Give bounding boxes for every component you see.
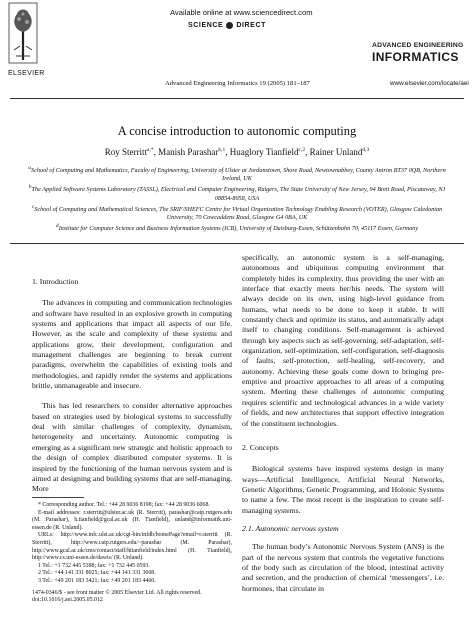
footnote-tel-3: 3 Tel.: +49 201 183 3421; fax: +49 201 183 4460. <box>38 577 156 584</box>
author-sup: d,3 <box>362 147 370 153</box>
affiliation-sup: b <box>28 184 32 191</box>
affiliation-text: The Applied Software Systems Laboratory (TASSL), Electrical and Computer Engineering, Rutgers, The State University of New Jersey, 94 Brett Road, Piscataway, NJ 08854-8058, USA <box>31 186 446 202</box>
page-header <box>0 0 474 100</box>
affiliation <box>22 222 452 233</box>
journal-logo-line1: ADVANCED ENGINEERING <box>372 42 464 49</box>
affiliation <box>22 203 452 222</box>
sd-logo-right: DIRECT <box>236 22 266 29</box>
sciencedirect-logo <box>188 22 266 29</box>
doi-line: doi:10.1016/j.aei.2005.05.012 <box>32 597 103 604</box>
concepts-paragraph-1: Biological systems have inspired systems design in many ways—Artificial Intelligence, Artificial Neural Networks, Genetic Algorithms, Genetic Programming, and Holonic Systems to name a few. The most recent is the inspiration to create self-managing systems. <box>242 464 444 515</box>
author-name: Roy Sterritt <box>104 147 148 157</box>
author-sup: c,2 <box>298 147 306 153</box>
journal-logo-line2: INFORMATICS <box>372 50 459 64</box>
affiliation-sup: d <box>55 223 59 230</box>
footnote-tel-1: 1 Tel.: +1 732 445 5388; fax: +1 732 445 0593. <box>38 562 150 569</box>
journal-logo <box>372 42 464 64</box>
affiliation-sup: c <box>31 203 35 210</box>
affiliation <box>22 183 452 202</box>
footnote-rule <box>32 497 84 498</box>
title-block-rule <box>10 243 464 244</box>
affiliation <box>22 164 452 183</box>
footnote-tel-2: 2 Tel.: +44 141 331 8025; fax: +44 141 331 3608. <box>38 570 156 577</box>
intro-paragraph-1: The advances in computing and communication technologies and software have resulted in an explosive growth in computing systems and applications that impact all aspects of our life. However, as the scale and complexity of these systems and applications grow, their development, configuration and management challenges are beginning to break current paradigms, overwhelm the capabilities of existing tools and methodologies, and rapidly render the systems and applications brittle, unmanageable and insecure. <box>32 298 232 391</box>
sd-dot-icon <box>226 22 233 29</box>
author-name: Rainer Unland <box>309 147 363 157</box>
intro-paragraph-3: specifically, an autonomic system is a self-managing, autonomous and ubiquitous computing environment that completely hides its complexity, thus providing the user with an interface that exactly meets her/his needs. The system will always decide on its own, using high-level guidance from humans, what needs to be done to keep it stable. It will constantly check and optimize its status, and automatically adapt itself to changing conditions. Self-management is achieved through key aspects such as self-governing, self-adaptation, self-organization, self-optimization, self-configuration, self-diagnosis of faults, self-protection, self-healing, self-recovery, and autonomy. Achieving these goals come down to bringing pre-emptive and proactive approaches to all areas of a computing system. Meeting these challenges of autonomic computing requires scientific and technological advances in a wide variety of fields, and new architectures that support effective integration of the constituent technologies. <box>242 253 444 428</box>
paper-title: A concise introduction to autonomic computing <box>117 124 357 138</box>
affiliation-list <box>22 164 452 234</box>
footnote-urls: URLs: http://www.infc.ulst.ac.uk/cgi-bin/infdb/homePage?email=r.sterritt (R. Sterritt), http://www.caip.rutgers.edu/~parashar (M. Parashar), http://www.gcal.ac.uk/cms/contact/staff/htianfield/index.html (H. Tianfield), http://www.cs.uni-essen.de/dawis/ (R. Unland). <box>32 532 232 562</box>
copyright-line: 1474-0346/$ - see front matter © 2005 Elsevier Ltd. All rights reserved. <box>32 589 202 596</box>
author-name: Huaglory Tianfield <box>229 147 299 157</box>
online-availability-text: Available online at www.sciencedirect.com <box>170 8 313 17</box>
sd-logo-left: SCIENCE <box>188 22 224 29</box>
header-rule <box>10 98 464 99</box>
publisher-name: ELSEVIER <box>8 70 45 77</box>
affiliation-text: School of Computing and Mathematics, Faculty of Engineering, University of Ulster at Jordanstown, Shore Road, Newtownabbey, County Antrim BT37 0QB, Northern Ireland, UK <box>31 167 446 183</box>
footnote-email: E-mail addresses: r.sterritt@ulster.ac.uk (R. Sterritt), parashar@caip.rutgers.edu (M. Parashar), h.tianfield@gcal.ac.uk (H. Tianfield), unland@informatik.uni-essen.de (R. Unland). <box>32 509 232 531</box>
subsection-heading-ans: 2.1. Autonomic nervous system <box>242 523 339 533</box>
affiliation-text: Institute for Computer Science and Business Information Systems (ICB), University of Duisburg-Essen, Schützenbahn 70, 45117 Essen, Germany <box>58 225 419 233</box>
section-heading-concepts: 2. Concepts <box>242 442 279 452</box>
concepts-paragraph-2: The human body’s Autonomic Nervous System (ANS) is the part of the nervous system that controls the vegetative functions of the body such as circulation of the blood, intestinal activity and secretion, and the production of chemical ‘messengers’, i.e. hormones, that circulate in <box>242 542 444 593</box>
author-name: Manish Parashar <box>158 147 219 157</box>
journal-reference: Advanced Engineering Informatics 19 (2005) 181–187 <box>165 80 310 87</box>
right-column <box>242 253 444 594</box>
elsevier-logo <box>8 2 45 84</box>
footnote-corresponding: * Corresponding author. Tel.: +44 28 9036 8198; fax: +44 28 9036 6068. <box>38 502 210 508</box>
footnotes <box>32 497 232 605</box>
author-sup: b,1 <box>218 147 226 153</box>
author-list: Roy Sterritt$^{a,*}$, Manish Parashar$^{b,1}$, Huaglory Tianfield$^{c,2}$, Rainer Unland$^{d,3}$ <box>104 147 370 157</box>
journal-url: www.elsevier.com/locate/aei <box>390 80 469 87</box>
intro-paragraph-2: This has led researchers to consider alternative approaches based on strategies used by biological systems to successfully deal with similar challenges of complexity, dynamism, heterogeneity and uncertainty. Autonomic computing is emerging as a significant new strategic and holistic approach to the design of complex distributed computer systems. It is inspired by the functioning of the human nervous system and is aimed at designing and building systems that are self-managing. More <box>32 401 232 494</box>
affiliation-sup: a <box>28 165 32 171</box>
section-heading-introduction: 1. Introduction <box>32 277 79 286</box>
left-column <box>32 277 232 495</box>
elsevier-tree-icon <box>8 2 38 64</box>
affiliation-text: School of Computing and Mathematical Sciences, The SRIF/SHEFC Centre for Virtual Organization Technology Enabling Research (VOTER), Glasgow Caledonian University, 70 Cowcaddens Road, Glasgow G4 0BA, UK <box>34 206 443 222</box>
author-sup: a,* <box>147 147 154 153</box>
